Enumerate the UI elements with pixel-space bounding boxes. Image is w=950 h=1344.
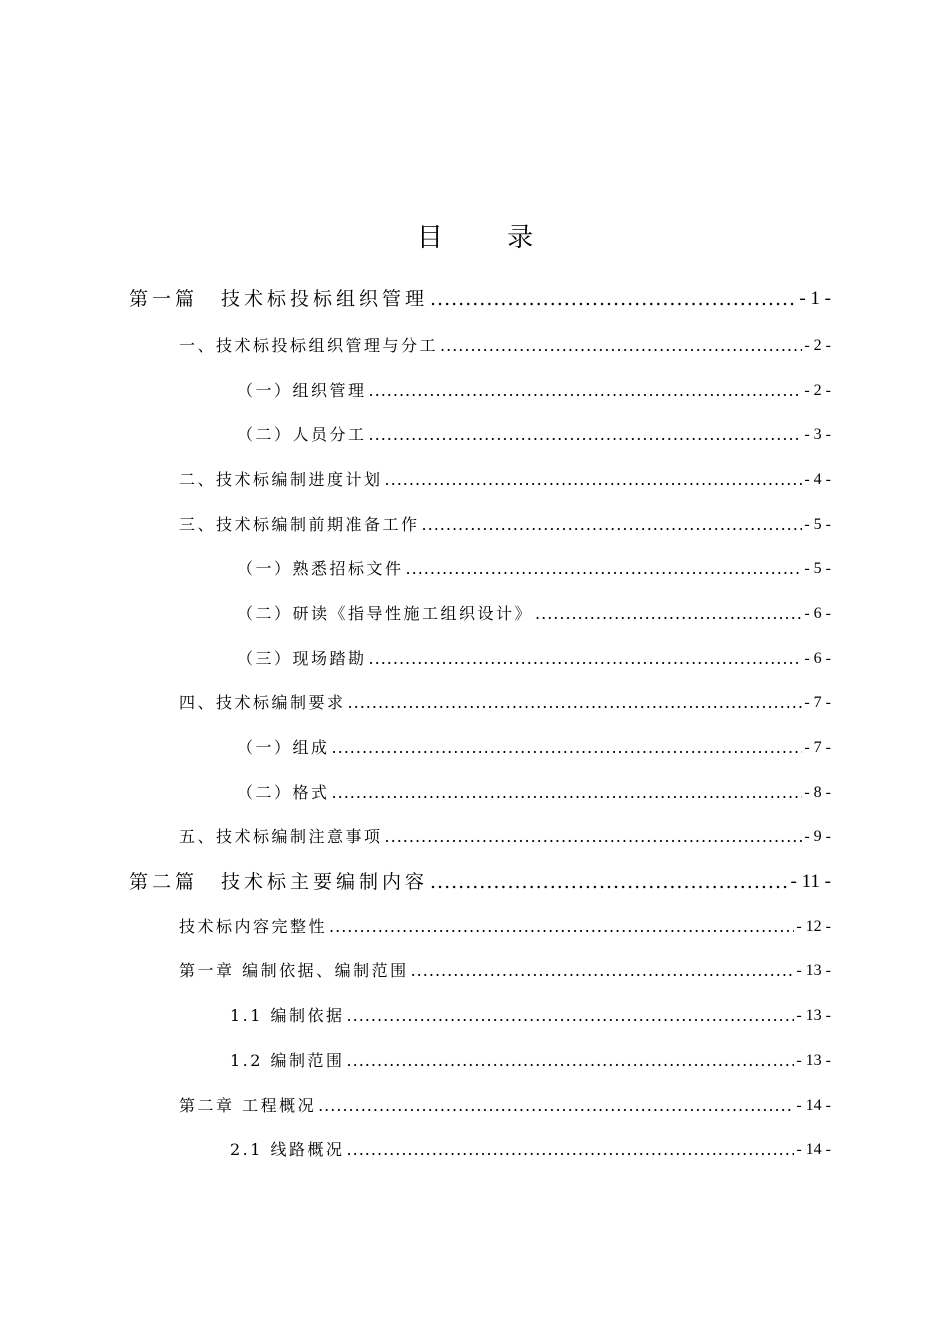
toc-entry-page: - 9 - [804,828,831,845]
dot-leader [535,603,802,625]
toc-entry[interactable] [237,380,831,402]
toc-entry[interactable] [230,1050,831,1072]
toc-entry[interactable] [179,826,831,848]
toc-entry[interactable] [237,558,831,580]
toc-entry-label: 第一章 编制依据、编制范围 [179,961,409,980]
toc-title: 目 录 [416,223,562,253]
toc-entry-page: - 4 - [804,471,831,488]
toc-entry-label: 第二章 工程概况 [179,1096,317,1115]
toc-entry-page: - 14 - [796,1097,831,1114]
toc-entry-label: 技术标内容完整性 [179,917,328,936]
dot-leader [430,287,797,311]
toc-entry-label: 二、技术标编制进度计划 [179,470,383,489]
toc-entry[interactable] [237,424,831,446]
toc-entry-label: （一）组织管理 [237,381,367,400]
toc-entry-label: 五、技术标编制注意事项 [179,827,383,846]
dot-leader [369,648,803,670]
toc-entry-label: 第二篇 技术标主要编制内容 [129,871,429,893]
dot-leader [422,514,803,536]
toc-entry-label: （二）人员分工 [237,425,367,444]
toc-entry[interactable] [179,1095,831,1117]
toc-entry-page: - 7 - [804,739,831,756]
toc-entry-label: （三）现场踏勘 [237,649,367,668]
toc-entry-label: 2.1 线路概况 [230,1140,345,1159]
toc-entry-label: （二）研读《指导性施工组织设计》 [237,604,534,623]
toc-entry[interactable] [230,1005,831,1027]
dot-leader [430,870,789,894]
toc-entry-page: - 11 - [790,871,831,892]
dot-leader [318,1095,794,1117]
toc-entry[interactable] [179,960,831,982]
toc-entry-page: - 7 - [804,694,831,711]
toc-entry-label: 1.2 编制范围 [230,1051,345,1070]
dot-leader [406,558,803,580]
dot-leader [329,916,794,938]
toc-entry-label: 四、技术标编制要求 [179,693,346,712]
dot-leader [347,1050,795,1072]
toc-entry-page: - 13 - [796,962,831,979]
toc-entry-page: - 1 - [799,288,831,309]
toc-entry-page: - 13 - [796,1007,831,1024]
dot-leader [369,424,803,446]
toc-entry-page: - 6 - [804,650,831,667]
toc-entry-label: （一）熟悉招标文件 [237,559,404,578]
toc-entry[interactable] [237,603,831,625]
dot-leader [369,380,803,402]
toc-entry-page: - 14 - [796,1141,831,1158]
dot-leader [411,960,795,982]
toc-entry[interactable] [237,648,831,670]
dot-leader [385,469,803,491]
dot-leader [332,782,803,804]
toc-entry-page: - 13 - [796,1052,831,1069]
toc-entry[interactable] [179,692,831,714]
toc-entry[interactable] [179,335,831,357]
dot-leader [348,692,803,714]
dot-leader [332,737,803,759]
dot-leader [347,1005,795,1027]
toc-entry[interactable] [179,469,831,491]
toc-entry-label: （一）组成 [237,738,330,757]
toc-entry-label: 1.1 编制依据 [230,1006,345,1025]
toc-entry[interactable] [230,1139,831,1161]
toc-entry-label: （二）格式 [237,783,330,802]
toc-entry-page: - 3 - [804,426,831,443]
toc-entry[interactable] [179,514,831,536]
toc-entry[interactable] [129,870,831,894]
toc-entry-page: - 2 - [804,337,831,354]
toc-entry[interactable] [129,287,831,311]
toc-entry-page: - 12 - [796,918,831,935]
toc-entry-page: - 8 - [804,784,831,801]
dot-leader [347,1139,795,1161]
dot-leader [385,826,803,848]
toc-entry-page: - 5 - [804,560,831,577]
toc-entry-label: 一、技术标投标组织管理与分工 [179,336,439,355]
toc-entry[interactable] [237,782,831,804]
toc-entry-label: 三、技术标编制前期准备工作 [179,515,420,534]
toc-entry-page: - 6 - [804,605,831,622]
toc-entry[interactable] [179,916,831,938]
dot-leader [440,335,802,357]
toc-entry-page: - 5 - [804,516,831,533]
toc-entry-page: - 2 - [804,382,831,399]
toc-entry[interactable] [237,737,831,759]
toc-entry-label: 第一篇 技术标投标组织管理 [129,288,429,310]
